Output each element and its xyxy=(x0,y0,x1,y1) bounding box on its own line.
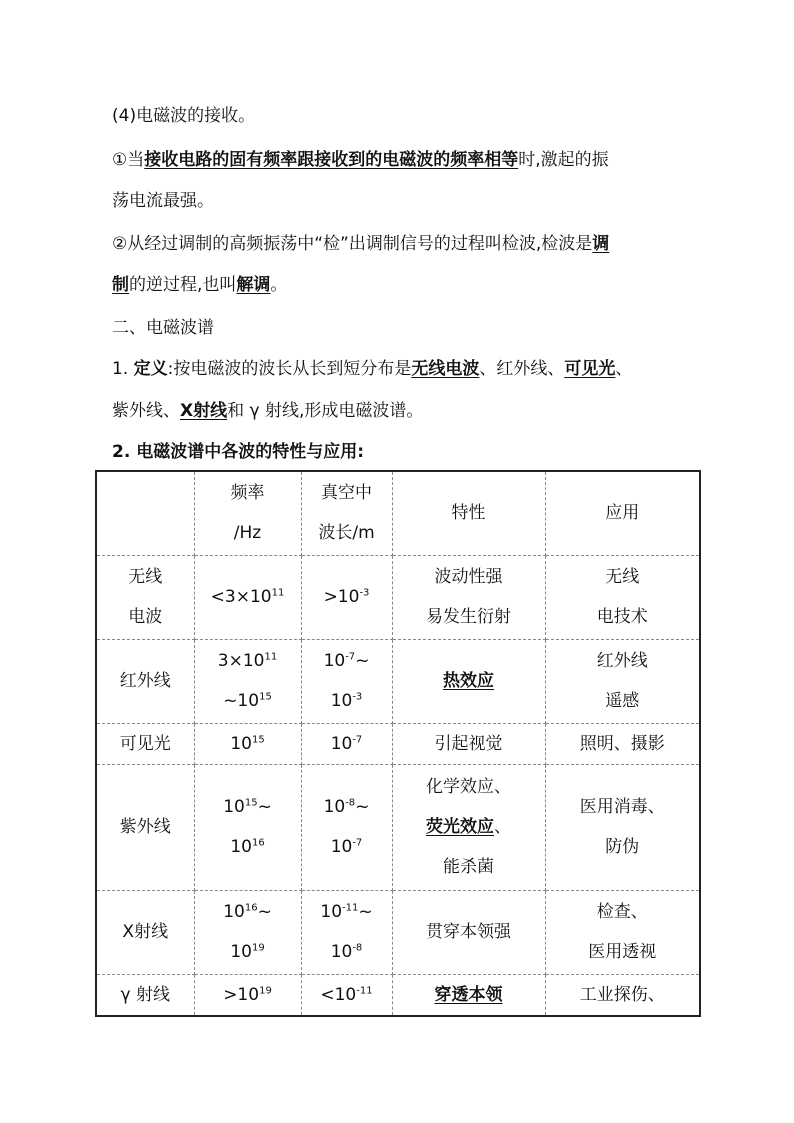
table-row xyxy=(96,890,700,974)
cell-frequency: $>10^{19}$ xyxy=(194,974,301,1016)
underlined-key-phrase: 热效应 xyxy=(443,671,494,691)
cell-wavelength: $10^{-7}\sim$ $10^{-3}$ xyxy=(301,639,392,723)
cell-application: 工业探伤、 xyxy=(545,974,700,1016)
cell-application: 医用消毒、 防伪 xyxy=(545,764,700,890)
cell-application: 红外线 遥感 xyxy=(545,639,700,723)
paragraph-reception-1: ①当接收电路的固有频率跟接收到的电磁波的频率相等时,激起的振 xyxy=(112,150,609,170)
cell-feature: 贯穿本领强 xyxy=(392,890,545,974)
cell-frequency: $3\times 10^{11}$ $\sim 10^{15}$ xyxy=(194,639,301,723)
cell-frequency: $10^{16}\sim$ $10^{19}$ xyxy=(194,890,301,974)
spectrum-table xyxy=(95,470,701,1017)
cell-feature xyxy=(392,974,545,1016)
underlined-key-phrase: X射线 xyxy=(180,401,228,421)
header-feature: 特性 xyxy=(392,471,545,555)
cell-feature: 引起视觉 xyxy=(392,723,545,764)
cell-frequency: $10^{15}\sim$ $10^{16}$ xyxy=(194,764,301,890)
cell-feature: 化学效应、 荧光效应、 能杀菌 xyxy=(392,764,545,890)
header-frequency: 频率 /Hz xyxy=(194,471,301,555)
cell-wavelength: $10^{-8}\sim$ $10^{-7}$ xyxy=(301,764,392,890)
underlined-key-phrase: 无线电波 xyxy=(411,359,480,379)
paragraph-definition-cont: 紫外线、X射线和 γ 射线,形成电磁波谱。 xyxy=(112,401,424,421)
paragraph-reception-2-cont: 制的逆过程,也叫解调。 xyxy=(112,275,288,295)
underlined-key-phrase: 穿透本领 xyxy=(434,984,503,1005)
cell-wavelength: $10^{-11}\sim$ $10^{-8}$ xyxy=(301,890,392,974)
underlined-key-phrase: 可见光 xyxy=(564,359,616,379)
cell-feature xyxy=(392,639,545,723)
cell-feature: 波动性强 易发生衍射 xyxy=(392,555,545,639)
section-heading-spectrum: 二、电磁波谱 xyxy=(112,318,214,338)
paragraph-reception-1-cont: 荡电流最强。 xyxy=(112,191,214,211)
cell-name: X射线 xyxy=(96,890,194,974)
table-row xyxy=(96,723,700,764)
paragraph-reception-heading: (4)电磁波的接收。 xyxy=(112,106,256,126)
table-row xyxy=(96,555,700,639)
underlined-key-phrase: 解调 xyxy=(236,275,271,295)
cell-application: 检查、 医用透视 xyxy=(545,890,700,974)
cell-application: 无线 电技术 xyxy=(545,555,700,639)
cell-name: 可见光 xyxy=(96,723,194,764)
cell-wavelength: $>10^{-3}$ xyxy=(301,555,392,639)
header-wavelength: 真空中 波长/m xyxy=(301,471,392,555)
table-row xyxy=(96,764,700,890)
header-application: 应用 xyxy=(545,471,700,555)
table-header-row xyxy=(96,471,700,555)
cell-name: 无线 电波 xyxy=(96,555,194,639)
paragraph-definition: 1. 定义:按电磁波的波长从长到短分布是无线电波、红外线、可见光、 xyxy=(112,359,633,379)
cell-application: 照明、摄影 xyxy=(545,723,700,764)
cell-wavelength: $10^{-7}$ xyxy=(301,723,392,764)
underlined-key-phrase: 调 xyxy=(592,234,610,254)
cell-frequency: $<3\times 10^{11}$ xyxy=(194,555,301,639)
cell-name: 紫外线 xyxy=(96,764,194,890)
table-row xyxy=(96,639,700,723)
paragraph-reception-2: ②从经过调制的高频振荡中“检”出调制信号的过程叫检波,检波是调 xyxy=(112,234,610,254)
underlined-key-phrase: 荧光效应 xyxy=(426,817,494,837)
underlined-key-phrase: 制 xyxy=(112,275,129,295)
section-heading-table: 2. 电磁波谱中各波的特性与应用: xyxy=(112,442,365,462)
cell-name: 红外线 xyxy=(96,639,194,723)
table-row xyxy=(96,974,700,1016)
cell-frequency: $10^{15}$ xyxy=(194,723,301,764)
cell-name: γ 射线 xyxy=(96,974,194,1016)
header-blank xyxy=(96,471,194,555)
underlined-key-phrase: 接收电路的固有频率跟接收到的电磁波的频率相等 xyxy=(144,150,519,170)
cell-wavelength: $<10^{-11}$ xyxy=(301,974,392,1016)
